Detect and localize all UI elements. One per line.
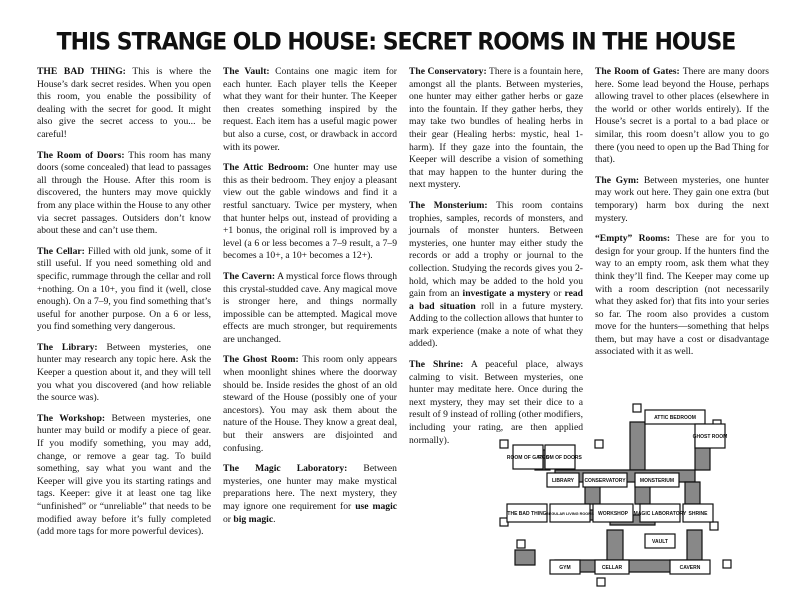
section-conservatory: The Conservatory: There is a fountain here, amongst all the plants. Between mysteries, one hunter may either gather herbs or gaze into the fountain. If they gather herbs, they may take two bundles of healing herbs in their gear (Healing herbs: mystic, heal 1-harm). If they gaze into the fountain, the Keeper will describe a vision of something that may happen to the hunter during the next mystery. xyxy=(409,66,583,191)
section-gym: The Gym: Between mysteries, one hunter may work out here. They gain one extra (but temporary) harm box during the next mystery. xyxy=(595,174,770,224)
section-room-of-doors: The Room of Doors: This room has many doors (some concealed) that lead to passages all through the House. After this room is discovered, the hunters may move quickly from any place within the House to any other via secret passages. Outsiders don’t know about these and can’t use them. xyxy=(37,149,211,237)
map-workshop: WORKSHOP xyxy=(598,511,628,517)
section-attic-bedroom: The Attic Bedroom: One hunter may use this as their bedroom. They enjoy a pleasant view out the gable windows and find it a restful sanctuary. Twice per mystery, when that hunter helps out, instead of providing a +1 bonus, the original roll is improved by a level (a 6 or less becomes a 7–9 result, a 7–9 becomes a 10+, a 10+ becomes a 12+). xyxy=(223,162,397,262)
house-map xyxy=(495,400,735,590)
section-monsterium: The Monsterium: This room contains trophies, samples, records of monsters, and journals of monster hunters. Between mysteries, one hunter may either study the records or add a trophy or journal to the collection. Studying the records gives you 2-hold, which may be added to the hold you gain from an investigate a mystery or read a bad situation roll in a future mystery. Adding to the collection allows that hunter to mark experience (make a note of what they added). xyxy=(409,199,583,350)
column-2 xyxy=(223,66,397,534)
map-living-rooms: REGULAR LIVING ROOMS xyxy=(546,512,594,516)
map-cellar: CELLAR xyxy=(601,565,623,571)
map-conservatory: CONSERVATORY xyxy=(584,478,626,484)
map-gym: GYM xyxy=(559,565,571,571)
page-title: THIS STRANGE OLD HOUSE: SECRET ROOMS IN THE HOUSE xyxy=(56,29,736,56)
map-library: LIBRARY xyxy=(551,478,575,484)
map-room-of-doors: ROOM OF DOORS xyxy=(538,455,582,461)
section-shrine: The Shrine: A peaceful place, always calming to visit. Between mysteries, one hunter may meditate here. Once during the next mystery, they may set their dice to a result of 9 instead of rolling (other modifiers, including your rating, are then applied normally). xyxy=(409,359,583,446)
section-vault: The Vault: Contains one magic item for each hunter. Each player tells the Keeper what they want for their hunter. The Keeper then creates something inspired by the request. Each item has a useful magic power but also a curse, cost, or drawback in accord with its power. xyxy=(223,66,397,153)
map-monsterium: MONSTERIUM xyxy=(639,478,675,484)
column-4 xyxy=(595,66,769,367)
section-workshop: The Workshop: Between mysteries, one hunter may build or modify a piece of gear. If you modify something, you may add, change, or remove a gear tag. To build something, say what you want and the Keeper will give you its starting ratings and tags. Keeper: give it at least one tag like “unfinished” or “unreliable” that needs to be modified away before it’s fully completed (add more tags for more powerful devices). xyxy=(37,412,211,538)
section-room-of-gates: The Room of Gates: There are many doors here. Some lead beyond the House, perhaps allowing travel to other places (elsewhere in the world or other worlds entirely). If the House’s secret is a portal to a bad place or similar, this room doesn’t allow you to go there (you need to open up the Bad Thing for that). xyxy=(595,66,769,166)
section-empty-rooms: “Empty” Rooms: These are for you to design for your group. If the hunters find the way to an empty room, ask them what they think they’ll find. The Keeper may come up with a room description (not necessarily what they asked for) that fits into your series so far. The room also provides a custom move for the hunters—something that helps them, but may have a cost or disadvantage associated with it as well. xyxy=(595,233,769,358)
map-room-of-gates: ROOM OF GATES xyxy=(506,455,550,461)
column-1 xyxy=(37,66,211,547)
map-ghost-room: GHOST ROOM xyxy=(692,434,728,440)
map-bad-thing: THE BAD THING xyxy=(507,511,547,517)
map-vault: VAULT xyxy=(652,539,668,545)
map-attic-bedroom: ATTIC BEDROOM xyxy=(654,415,696,421)
column-3 xyxy=(409,66,583,455)
section-cavern: The Cavern: A mystical force flows through this crystal-studded cave. Any magical move is stronger here, and things normally impossible can be attempted. Magical move effects are much stronger, but requirements are unchanged. xyxy=(223,270,397,345)
map-magic-laboratory: MAGIC LABORATORY xyxy=(633,511,687,517)
section-bad-thing: THE BAD THING: This is where the House’s dark secret resides. When you open this room, you enable the possibility of dealing with the secret for good. It might also give the secret access to you... be careful! xyxy=(37,66,211,140)
section-ghost-room: The Ghost Room: This room only appears when moonlight shines where the doorway should be. Inside resides the ghost of an old steward of the House (possibly one of your ancestors). You may ask them about the nature of the House. They know a great deal, but their answers are disjointed and confusing. xyxy=(223,354,397,454)
section-cellar: The Cellar: Filled with old junk, some of it still useful. If you need something old and specific, rummage through the cellar and roll +nothing. On a 10+, you find it (well, close enough). On a 7–9, you find something that’s useful for another purpose. On a 6 or less, you find something very dangerous. xyxy=(37,245,211,333)
section-magic-laboratory: The Magic Laboratory: Between mysteries, one hunter may make mystical preparations here. The next mystery, they may ignore one requirement for use magic or big magic. xyxy=(223,463,397,525)
section-library: The Library: Between mysteries, one hunter may research any topic here. Ask the Keeper a question about it, and they will tell you what you discovered (and how reliable the source was). xyxy=(37,341,211,404)
map-cavern: CAVERN xyxy=(679,565,701,571)
map-shrine: SHRINE xyxy=(688,511,708,517)
